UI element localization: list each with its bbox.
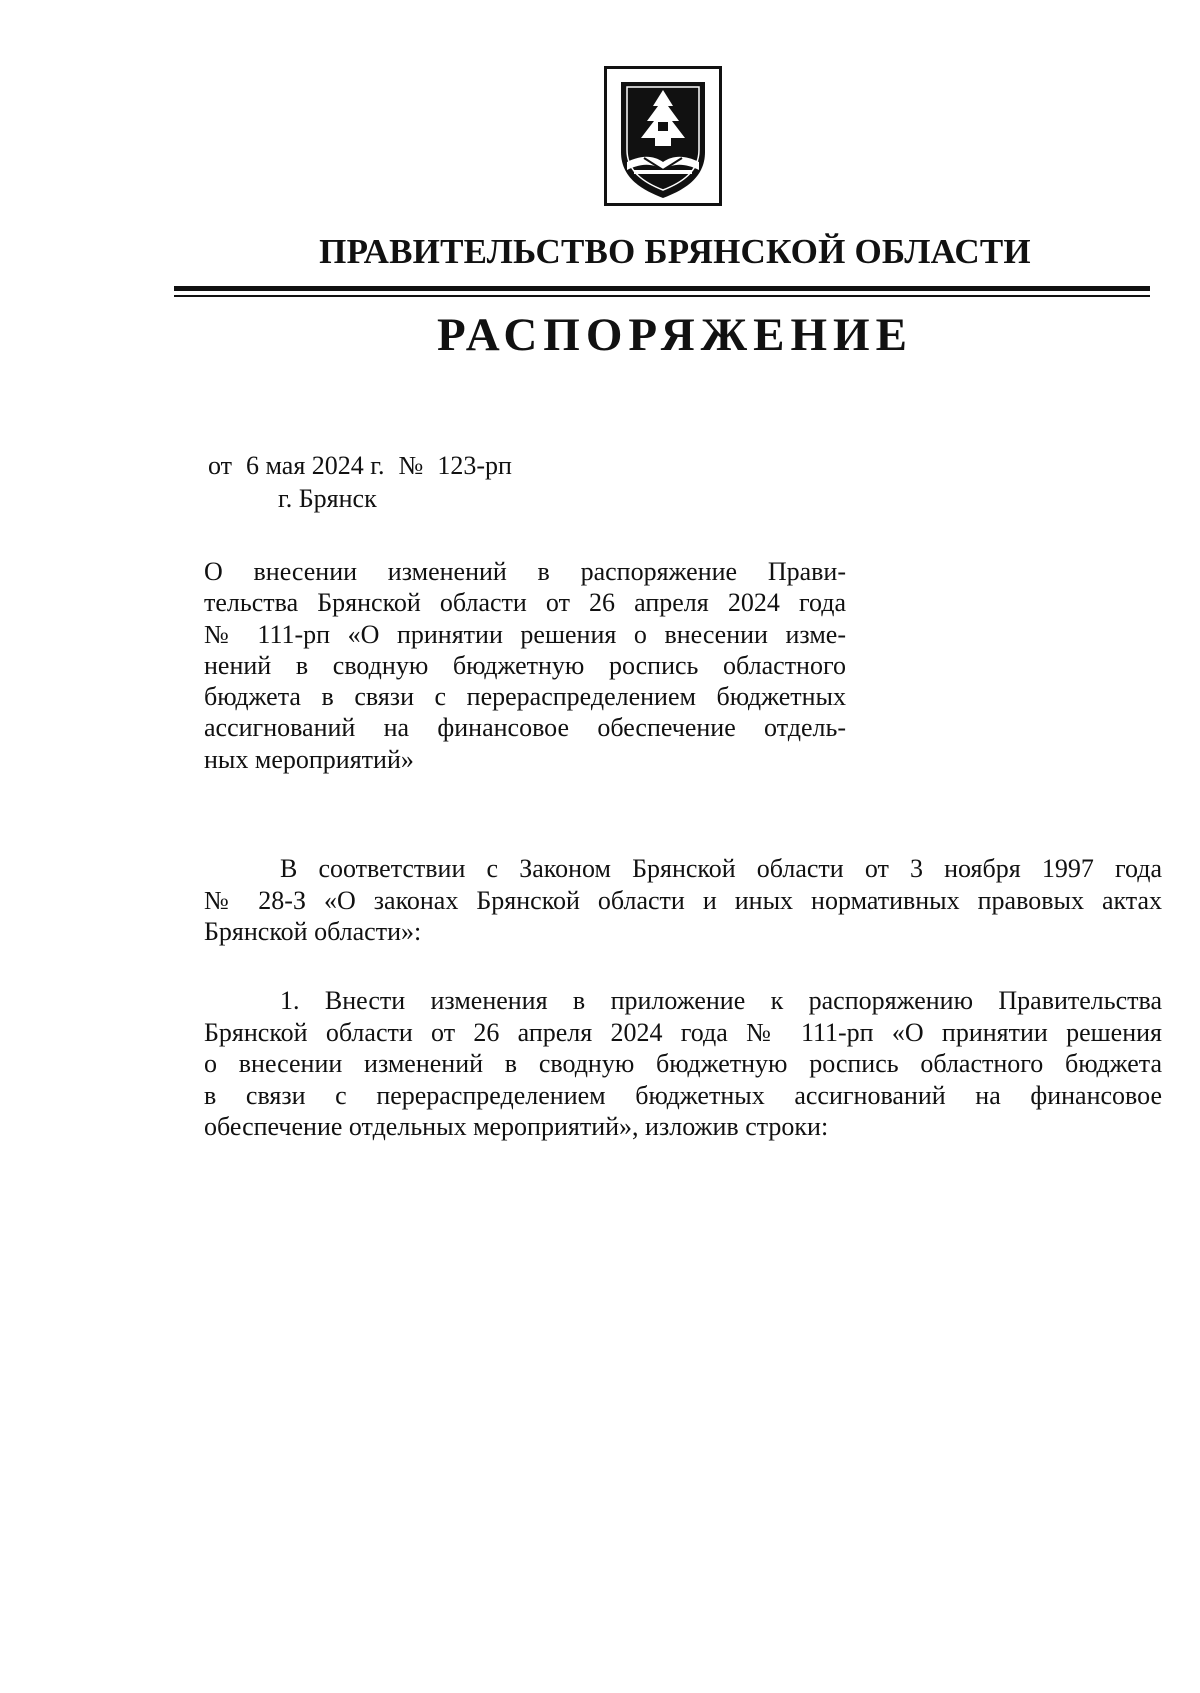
document-subject — [204, 556, 846, 775]
document-city: г. Брянск — [278, 484, 377, 513]
document-date: 6 мая 2024 г. — [246, 451, 385, 480]
subject-line: тельства Брянской области от 26 апреля 2024 года — [204, 588, 846, 618]
subject-line: нений в сводную бюджетную роспись областного — [204, 650, 846, 680]
date-number-line — [208, 451, 512, 481]
paragraph-line: о внесении изменений в сводную бюджетную роспись областного бюджета — [204, 1049, 1162, 1078]
government-title: ПРАВИТЕЛЬСТВО БРЯНСКОЙ ОБЛАСТИ — [319, 232, 1031, 271]
subject-line: бюджета в связи с перераспределением бюджетных — [204, 682, 846, 712]
paragraph-line: Брянской области от 26 апреля 2024 года № 111-рп «О принятии решения — [204, 1017, 1162, 1047]
document-number: 123-рп — [437, 451, 512, 480]
paragraph-line: в связи с перераспределением бюджетных ассигнований на финансовое — [204, 1080, 1162, 1110]
header-rule-thin — [174, 295, 1150, 297]
clause-1-paragraph — [204, 985, 1162, 1143]
preamble-paragraph — [204, 853, 1162, 948]
paragraph-line: 1. Внести изменения в приложение к распоряжению Правительства — [280, 986, 1162, 1015]
paragraph-line: обеспечение отдельных мероприятий», изложив строки: — [204, 1112, 829, 1141]
subject-line: ассигнований на финансовое обеспечение отдель- — [204, 713, 846, 743]
subject-line: № 111-рп «О принятии решения о внесении изме- — [204, 619, 846, 649]
bryansk-coat-of-arms-icon — [604, 66, 722, 206]
header-rule-thick — [174, 286, 1150, 291]
subject-line: ных мероприятий» — [204, 744, 414, 774]
paragraph-line: В соответствии с Законом Брянской области от 3 ноября 1997 года — [280, 854, 1162, 883]
number-sign: № — [398, 451, 424, 480]
date-prefix: от — [208, 451, 233, 480]
subject-line: О внесении изменений в распоряжение Прави- — [204, 557, 846, 586]
paragraph-line: Брянской области»: — [204, 917, 422, 946]
paragraph-line: № 28-З «О законах Брянской области и иных нормативных правовых актах — [204, 885, 1162, 915]
document-type-title: РАСПОРЯЖЕНИЕ — [437, 309, 913, 361]
